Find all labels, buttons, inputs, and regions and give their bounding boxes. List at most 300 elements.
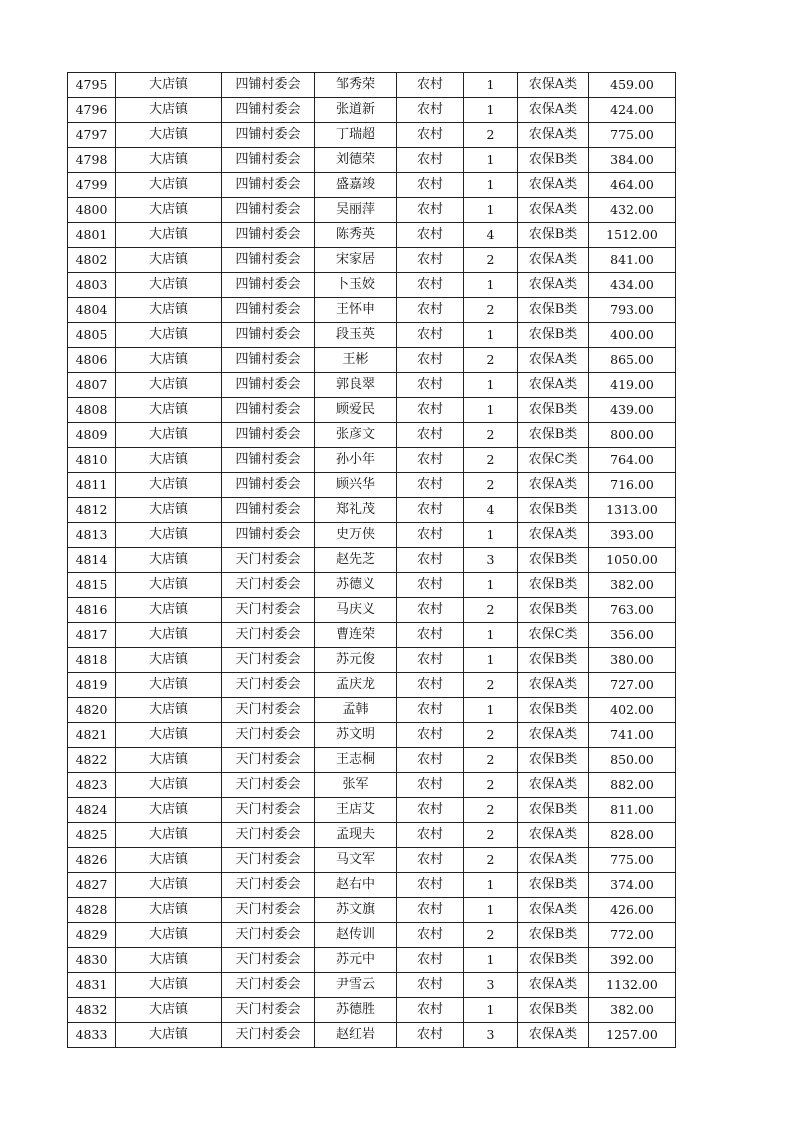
amount-cell: 356.00 (589, 623, 676, 648)
town-cell: 大店镇 (116, 148, 222, 173)
amount-cell: 1512.00 (589, 223, 676, 248)
amount-cell: 775.00 (589, 848, 676, 873)
row-number-cell: 4804 (68, 298, 116, 323)
row-number-cell: 4821 (68, 723, 116, 748)
category-cell: 农保B类 (518, 698, 589, 723)
name-cell: 顾兴华 (315, 473, 397, 498)
area-type-cell: 农村 (397, 1023, 464, 1048)
name-cell: 张彦文 (315, 423, 397, 448)
area-type-cell: 农村 (397, 898, 464, 923)
area-type-cell: 农村 (397, 798, 464, 823)
amount-cell: 882.00 (589, 773, 676, 798)
village-cell: 天门村委会 (222, 923, 315, 948)
table-row (68, 548, 676, 573)
village-cell: 天门村委会 (222, 798, 315, 823)
household-count-cell: 2 (464, 823, 518, 848)
village-cell: 天门村委会 (222, 898, 315, 923)
household-count-cell: 2 (464, 773, 518, 798)
category-cell: 农保B类 (518, 948, 589, 973)
village-cell: 天门村委会 (222, 1023, 315, 1048)
category-cell: 农保B类 (518, 648, 589, 673)
amount-cell: 850.00 (589, 748, 676, 773)
amount-cell: 865.00 (589, 348, 676, 373)
village-cell: 天门村委会 (222, 973, 315, 998)
area-type-cell: 农村 (397, 298, 464, 323)
town-cell: 大店镇 (116, 598, 222, 623)
household-count-cell: 1 (464, 398, 518, 423)
household-count-cell: 2 (464, 798, 518, 823)
household-count-cell: 3 (464, 1023, 518, 1048)
household-count-cell: 1 (464, 198, 518, 223)
household-count-cell: 1 (464, 98, 518, 123)
village-cell: 四铺村委会 (222, 448, 315, 473)
amount-cell: 775.00 (589, 123, 676, 148)
town-cell: 大店镇 (116, 448, 222, 473)
table-row (68, 373, 676, 398)
amount-cell: 384.00 (589, 148, 676, 173)
village-cell: 天门村委会 (222, 598, 315, 623)
amount-cell: 400.00 (589, 323, 676, 348)
name-cell: 苏德义 (315, 573, 397, 598)
town-cell: 大店镇 (116, 498, 222, 523)
category-cell: 农保A类 (518, 373, 589, 398)
name-cell: 刘德荣 (315, 148, 397, 173)
town-cell: 大店镇 (116, 648, 222, 673)
town-cell: 大店镇 (116, 873, 222, 898)
row-number-cell: 4822 (68, 748, 116, 773)
row-number-cell: 4801 (68, 223, 116, 248)
town-cell: 大店镇 (116, 248, 222, 273)
amount-cell: 716.00 (589, 473, 676, 498)
village-cell: 天门村委会 (222, 773, 315, 798)
row-number-cell: 4798 (68, 148, 116, 173)
town-cell: 大店镇 (116, 798, 222, 823)
village-cell: 四铺村委会 (222, 423, 315, 448)
town-cell: 大店镇 (116, 223, 222, 248)
table-row (68, 698, 676, 723)
area-type-cell: 农村 (397, 473, 464, 498)
name-cell: 马文军 (315, 848, 397, 873)
row-number-cell: 4809 (68, 423, 116, 448)
area-type-cell: 农村 (397, 398, 464, 423)
name-cell: 陈秀英 (315, 223, 397, 248)
town-cell: 大店镇 (116, 273, 222, 298)
name-cell: 孟现夫 (315, 823, 397, 848)
name-cell: 郭良翠 (315, 373, 397, 398)
area-type-cell: 农村 (397, 498, 464, 523)
table-row (68, 298, 676, 323)
amount-cell: 439.00 (589, 398, 676, 423)
category-cell: 农保B类 (518, 323, 589, 348)
village-cell: 天门村委会 (222, 848, 315, 873)
household-count-cell: 2 (464, 348, 518, 373)
name-cell: 苏德胜 (315, 998, 397, 1023)
table-row (68, 648, 676, 673)
village-cell: 四铺村委会 (222, 273, 315, 298)
name-cell: 王志桐 (315, 748, 397, 773)
amount-cell: 426.00 (589, 898, 676, 923)
village-cell: 四铺村委会 (222, 473, 315, 498)
category-cell: 农保A类 (518, 773, 589, 798)
table-row (68, 273, 676, 298)
village-cell: 天门村委会 (222, 548, 315, 573)
category-cell: 农保A类 (518, 973, 589, 998)
category-cell: 农保B类 (518, 598, 589, 623)
village-cell: 四铺村委会 (222, 498, 315, 523)
village-cell: 四铺村委会 (222, 198, 315, 223)
category-cell: 农保A类 (518, 273, 589, 298)
village-cell: 天门村委会 (222, 748, 315, 773)
amount-cell: 841.00 (589, 248, 676, 273)
name-cell: 王怀申 (315, 298, 397, 323)
category-cell: 农保B类 (518, 998, 589, 1023)
town-cell: 大店镇 (116, 948, 222, 973)
village-cell: 四铺村委会 (222, 373, 315, 398)
household-count-cell: 1 (464, 898, 518, 923)
household-count-cell: 2 (464, 298, 518, 323)
household-count-cell: 2 (464, 123, 518, 148)
name-cell: 王彬 (315, 348, 397, 373)
village-cell: 天门村委会 (222, 873, 315, 898)
village-cell: 四铺村委会 (222, 98, 315, 123)
village-cell: 四铺村委会 (222, 73, 315, 98)
amount-cell: 772.00 (589, 923, 676, 948)
village-cell: 四铺村委会 (222, 223, 315, 248)
category-cell: 农保A类 (518, 523, 589, 548)
amount-cell: 793.00 (589, 298, 676, 323)
category-cell: 农保B类 (518, 223, 589, 248)
area-type-cell: 农村 (397, 823, 464, 848)
name-cell: 孟韩 (315, 698, 397, 723)
town-cell: 大店镇 (116, 323, 222, 348)
amount-cell: 764.00 (589, 448, 676, 473)
category-cell: 农保A类 (518, 823, 589, 848)
town-cell: 大店镇 (116, 823, 222, 848)
amount-cell: 1257.00 (589, 1023, 676, 1048)
town-cell: 大店镇 (116, 398, 222, 423)
village-cell: 天门村委会 (222, 948, 315, 973)
row-number-cell: 4800 (68, 198, 116, 223)
table-row (68, 523, 676, 548)
area-type-cell: 农村 (397, 598, 464, 623)
area-type-cell: 农村 (397, 198, 464, 223)
household-count-cell: 1 (464, 948, 518, 973)
table-row (68, 798, 676, 823)
category-cell: 农保A类 (518, 848, 589, 873)
area-type-cell: 农村 (397, 673, 464, 698)
household-count-cell: 1 (464, 523, 518, 548)
town-cell: 大店镇 (116, 773, 222, 798)
village-cell: 四铺村委会 (222, 323, 315, 348)
town-cell: 大店镇 (116, 898, 222, 923)
row-number-cell: 4805 (68, 323, 116, 348)
household-count-cell: 1 (464, 173, 518, 198)
table-row (68, 773, 676, 798)
household-count-cell: 2 (464, 473, 518, 498)
town-cell: 大店镇 (116, 173, 222, 198)
amount-cell: 402.00 (589, 698, 676, 723)
table-row (68, 498, 676, 523)
area-type-cell: 农村 (397, 123, 464, 148)
village-cell: 四铺村委会 (222, 398, 315, 423)
row-number-cell: 4812 (68, 498, 116, 523)
amount-cell: 741.00 (589, 723, 676, 748)
row-number-cell: 4819 (68, 673, 116, 698)
household-count-cell: 1 (464, 373, 518, 398)
category-cell: 农保A类 (518, 198, 589, 223)
table-row (68, 198, 676, 223)
amount-cell: 763.00 (589, 598, 676, 623)
amount-cell: 392.00 (589, 948, 676, 973)
village-cell: 四铺村委会 (222, 348, 315, 373)
town-cell: 大店镇 (116, 748, 222, 773)
table-row (68, 673, 676, 698)
town-cell: 大店镇 (116, 123, 222, 148)
area-type-cell: 农村 (397, 223, 464, 248)
town-cell: 大店镇 (116, 298, 222, 323)
row-number-cell: 4807 (68, 373, 116, 398)
village-cell: 天门村委会 (222, 673, 315, 698)
category-cell: 农保A类 (518, 173, 589, 198)
table-row (68, 1023, 676, 1048)
area-type-cell: 农村 (397, 423, 464, 448)
area-type-cell: 农村 (397, 723, 464, 748)
area-type-cell: 农村 (397, 98, 464, 123)
row-number-cell: 4815 (68, 573, 116, 598)
area-type-cell: 农村 (397, 73, 464, 98)
town-cell: 大店镇 (116, 473, 222, 498)
household-count-cell: 2 (464, 748, 518, 773)
category-cell: 农保B类 (518, 548, 589, 573)
name-cell: 段玉英 (315, 323, 397, 348)
row-number-cell: 4811 (68, 473, 116, 498)
name-cell: 盛嘉竣 (315, 173, 397, 198)
table-row (68, 448, 676, 473)
row-number-cell: 4826 (68, 848, 116, 873)
household-count-cell: 2 (464, 673, 518, 698)
household-count-cell: 1 (464, 573, 518, 598)
town-cell: 大店镇 (116, 348, 222, 373)
household-count-cell: 1 (464, 73, 518, 98)
amount-cell: 1050.00 (589, 548, 676, 573)
amount-cell: 464.00 (589, 173, 676, 198)
table-row (68, 123, 676, 148)
category-cell: 农保C类 (518, 623, 589, 648)
name-cell: 赵传训 (315, 923, 397, 948)
category-cell: 农保A类 (518, 473, 589, 498)
table-row (68, 398, 676, 423)
household-count-cell: 3 (464, 973, 518, 998)
household-count-cell: 4 (464, 223, 518, 248)
row-number-cell: 4806 (68, 348, 116, 373)
amount-cell: 800.00 (589, 423, 676, 448)
area-type-cell: 农村 (397, 373, 464, 398)
table-body (68, 73, 676, 1048)
household-count-cell: 2 (464, 423, 518, 448)
village-cell: 天门村委会 (222, 573, 315, 598)
table-row (68, 248, 676, 273)
table-row (68, 873, 676, 898)
row-number-cell: 4817 (68, 623, 116, 648)
table-row (68, 423, 676, 448)
amount-cell: 1313.00 (589, 498, 676, 523)
amount-cell: 828.00 (589, 823, 676, 848)
row-number-cell: 4814 (68, 548, 116, 573)
name-cell: 郑礼茂 (315, 498, 397, 523)
name-cell: 张军 (315, 773, 397, 798)
category-cell: 农保B类 (518, 748, 589, 773)
table-row (68, 823, 676, 848)
town-cell: 大店镇 (116, 848, 222, 873)
category-cell: 农保A类 (518, 723, 589, 748)
area-type-cell: 农村 (397, 923, 464, 948)
town-cell: 大店镇 (116, 198, 222, 223)
area-type-cell: 农村 (397, 148, 464, 173)
table-row (68, 998, 676, 1023)
household-count-cell: 2 (464, 598, 518, 623)
table-row (68, 723, 676, 748)
area-type-cell: 农村 (397, 273, 464, 298)
name-cell: 孙小年 (315, 448, 397, 473)
household-count-cell: 2 (464, 923, 518, 948)
area-type-cell: 农村 (397, 973, 464, 998)
category-cell: 农保A类 (518, 98, 589, 123)
village-cell: 天门村委会 (222, 723, 315, 748)
row-number-cell: 4828 (68, 898, 116, 923)
name-cell: 张道新 (315, 98, 397, 123)
table-row (68, 473, 676, 498)
row-number-cell: 4803 (68, 273, 116, 298)
table-row (68, 173, 676, 198)
village-cell: 天门村委会 (222, 623, 315, 648)
area-type-cell: 农村 (397, 948, 464, 973)
name-cell: 苏文明 (315, 723, 397, 748)
amount-cell: 380.00 (589, 648, 676, 673)
area-type-cell: 农村 (397, 998, 464, 1023)
amount-cell: 811.00 (589, 798, 676, 823)
amount-cell: 727.00 (589, 673, 676, 698)
row-number-cell: 4820 (68, 698, 116, 723)
table-row (68, 573, 676, 598)
town-cell: 大店镇 (116, 998, 222, 1023)
table-row (68, 848, 676, 873)
household-count-cell: 2 (464, 848, 518, 873)
table-row (68, 98, 676, 123)
category-cell: 农保B类 (518, 423, 589, 448)
area-type-cell: 农村 (397, 873, 464, 898)
household-count-cell: 1 (464, 273, 518, 298)
category-cell: 农保B类 (518, 573, 589, 598)
name-cell: 丁瑞超 (315, 123, 397, 148)
area-type-cell: 农村 (397, 173, 464, 198)
town-cell: 大店镇 (116, 98, 222, 123)
table-row (68, 748, 676, 773)
village-cell: 四铺村委会 (222, 123, 315, 148)
town-cell: 大店镇 (116, 373, 222, 398)
name-cell: 邹秀荣 (315, 73, 397, 98)
table-row (68, 73, 676, 98)
amount-cell: 459.00 (589, 73, 676, 98)
row-number-cell: 4808 (68, 398, 116, 423)
category-cell: 农保B类 (518, 298, 589, 323)
name-cell: 孟庆龙 (315, 673, 397, 698)
area-type-cell: 农村 (397, 523, 464, 548)
category-cell: 农保B类 (518, 873, 589, 898)
row-number-cell: 4827 (68, 873, 116, 898)
town-cell: 大店镇 (116, 423, 222, 448)
row-number-cell: 4823 (68, 773, 116, 798)
household-count-cell: 1 (464, 148, 518, 173)
household-count-cell: 1 (464, 323, 518, 348)
household-count-cell: 2 (464, 448, 518, 473)
town-cell: 大店镇 (116, 923, 222, 948)
name-cell: 马庆义 (315, 598, 397, 623)
area-type-cell: 农村 (397, 323, 464, 348)
row-number-cell: 4797 (68, 123, 116, 148)
row-number-cell: 4813 (68, 523, 116, 548)
town-cell: 大店镇 (116, 73, 222, 98)
town-cell: 大店镇 (116, 673, 222, 698)
town-cell: 大店镇 (116, 1023, 222, 1048)
row-number-cell: 4831 (68, 973, 116, 998)
household-count-cell: 4 (464, 498, 518, 523)
table-row (68, 898, 676, 923)
town-cell: 大店镇 (116, 698, 222, 723)
amount-cell: 419.00 (589, 373, 676, 398)
category-cell: 农保A类 (518, 123, 589, 148)
area-type-cell: 农村 (397, 348, 464, 373)
amount-cell: 1132.00 (589, 973, 676, 998)
row-number-cell: 4830 (68, 948, 116, 973)
row-number-cell: 4832 (68, 998, 116, 1023)
category-cell: 农保B类 (518, 798, 589, 823)
table-row (68, 973, 676, 998)
category-cell: 农保A类 (518, 673, 589, 698)
category-cell: 农保A类 (518, 248, 589, 273)
area-type-cell: 农村 (397, 573, 464, 598)
category-cell: 农保A类 (518, 348, 589, 373)
village-cell: 天门村委会 (222, 648, 315, 673)
category-cell: 农保A类 (518, 898, 589, 923)
row-number-cell: 4824 (68, 798, 116, 823)
category-cell: 农保B类 (518, 498, 589, 523)
table-row (68, 623, 676, 648)
row-number-cell: 4795 (68, 73, 116, 98)
village-cell: 天门村委会 (222, 998, 315, 1023)
name-cell: 吴丽萍 (315, 198, 397, 223)
household-count-cell: 1 (464, 623, 518, 648)
table-row (68, 148, 676, 173)
category-cell: 农保A类 (518, 1023, 589, 1048)
table-row (68, 948, 676, 973)
village-cell: 四铺村委会 (222, 523, 315, 548)
area-type-cell: 农村 (397, 698, 464, 723)
town-cell: 大店镇 (116, 548, 222, 573)
town-cell: 大店镇 (116, 723, 222, 748)
household-count-cell: 2 (464, 248, 518, 273)
area-type-cell: 农村 (397, 848, 464, 873)
table-row (68, 348, 676, 373)
household-count-cell: 1 (464, 873, 518, 898)
name-cell: 宋家居 (315, 248, 397, 273)
town-cell: 大店镇 (116, 573, 222, 598)
name-cell: 苏元中 (315, 948, 397, 973)
table-row (68, 923, 676, 948)
name-cell: 赵右中 (315, 873, 397, 898)
category-cell: 农保C类 (518, 448, 589, 473)
area-type-cell: 农村 (397, 623, 464, 648)
area-type-cell: 农村 (397, 448, 464, 473)
